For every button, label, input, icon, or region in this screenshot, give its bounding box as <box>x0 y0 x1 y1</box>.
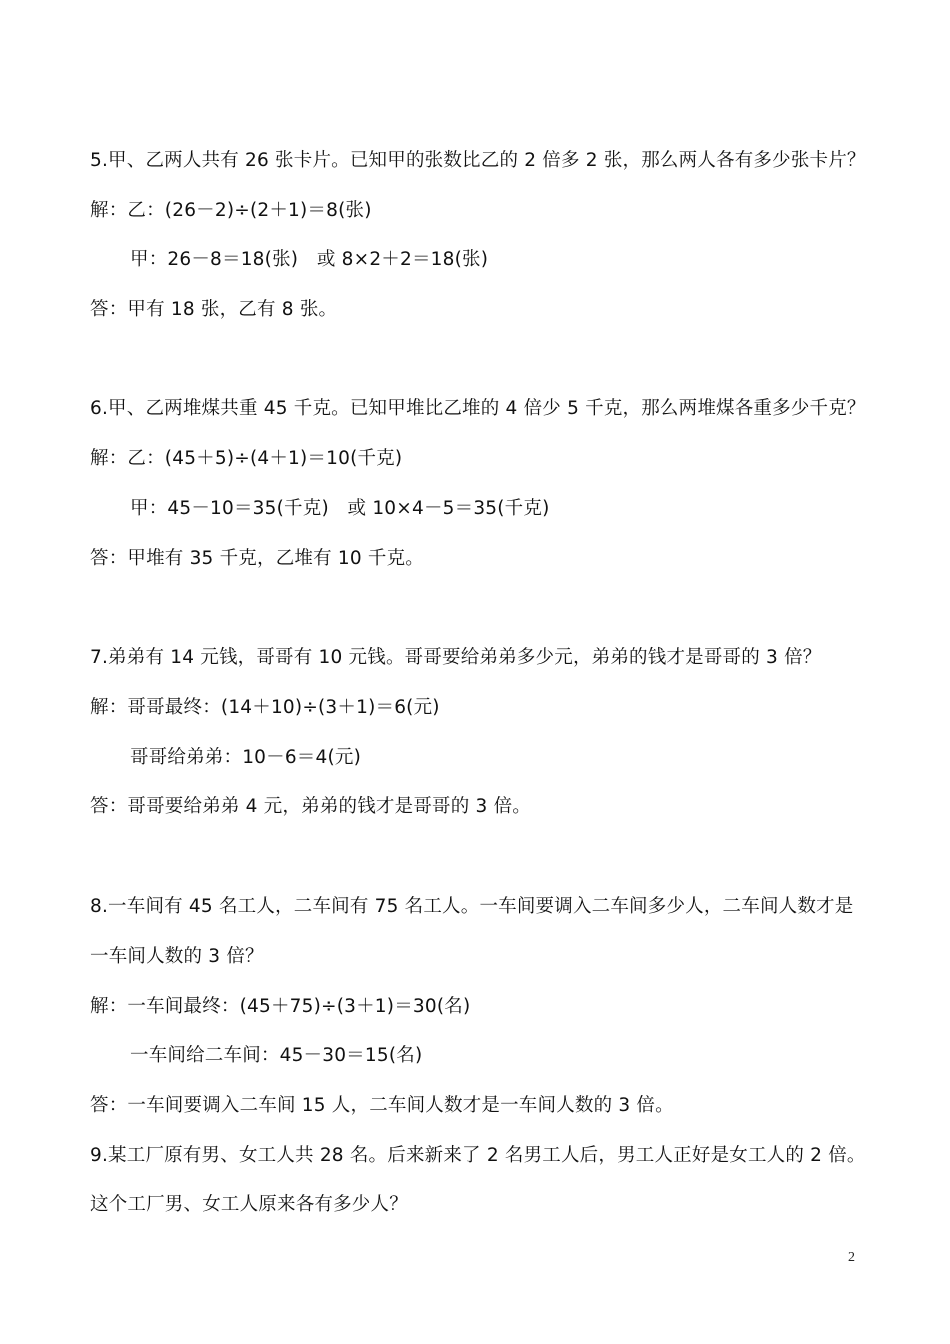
problem-6-question: 6.甲、乙两堆煤共重 45 千克。已知甲堆比乙堆的 4 倍少 5 千克，那么两堆煤各重多少千克？ <box>90 398 866 419</box>
problem-7-answer: 答：哥哥要给弟弟 4 元，弟弟的钱才是哥哥的 3 倍。 <box>90 796 531 817</box>
problem-8-question-line-2: 一车间人数的 3 倍？ <box>90 946 264 967</box>
page-number: 2 <box>848 1250 855 1265</box>
problem-8-solution-line-1: 解：一车间最终：(45＋75)÷(3＋1)＝30(名) <box>90 996 471 1017</box>
problem-9-question-line-2: 这个工厂男、女工人原来各有多少人？ <box>90 1194 408 1215</box>
problem-5-solution-line-2: 甲：26－8＝18(张) 或 8×2＋2＝18(张) <box>130 249 489 270</box>
problem-6-solution-line-1: 解：乙：(45＋5)÷(4＋1)＝10(千克) <box>90 448 403 469</box>
problem-8-question-line-1: 8.一车间有 45 名工人，二车间有 75 名工人。一车间要调入二车间多少人，二车间人数才是 <box>90 896 854 917</box>
problem-9-question-line-1: 9.某工厂原有男、女工人共 28 名。后来新来了 2 名男工人后，男工人正好是女工人的 2 倍。 <box>90 1145 866 1166</box>
problem-5-question: 5.甲、乙两人共有 26 张卡片。已知甲的张数比乙的 2 倍多 2 张，那么两人各有多少张卡片？ <box>90 150 866 171</box>
problem-5-solution-line-1: 解：乙：(26－2)÷(2＋1)＝8(张) <box>90 200 372 221</box>
problem-5-answer: 答：甲有 18 张，乙有 8 张。 <box>90 299 338 320</box>
problem-6-solution-line-2: 甲：45－10＝35(千克) 或 10×4－5＝35(千克) <box>130 498 550 519</box>
problem-7-question: 7.弟弟有 14 元钱，哥哥有 10 元钱。哥哥要给弟弟多少元，弟弟的钱才是哥哥的 3 倍？ <box>90 647 822 668</box>
problem-7-solution-line-1: 解：哥哥最终：(14＋10)÷(3＋1)＝6(元) <box>90 697 440 718</box>
problem-7-solution-line-2: 哥哥给弟弟：10－6＝4(元) <box>130 747 362 768</box>
problem-8-solution-line-2: 一车间给二车间：45－30＝15(名) <box>130 1045 423 1066</box>
problem-8-answer: 答：一车间要调入二车间 15 人，二车间人数才是一车间人数的 3 倍。 <box>90 1095 674 1116</box>
problem-6-answer: 答：甲堆有 35 千克，乙堆有 10 千克。 <box>90 548 425 569</box>
